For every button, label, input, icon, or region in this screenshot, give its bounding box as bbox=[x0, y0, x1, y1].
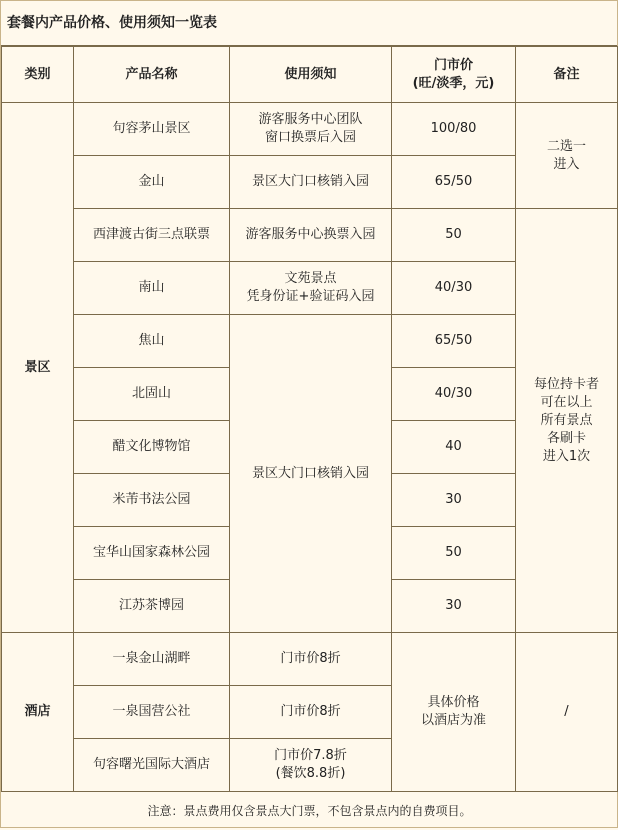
price-value: 100/80 bbox=[392, 103, 516, 156]
product-name: 句容曙光国际大酒店 bbox=[74, 739, 230, 792]
price-value: 50 bbox=[392, 527, 516, 580]
header-price: 门市价 (旺/淡季，元) bbox=[392, 47, 516, 103]
page-title: 套餐内产品价格、使用须知一览表 bbox=[1, 1, 617, 46]
remark-choose-one: 二选一 进入 bbox=[516, 103, 618, 209]
table-header-row bbox=[2, 47, 618, 103]
footnote: 注意：景点费用仅含景点大门票，不包含景点内的自费项目。 bbox=[2, 792, 618, 830]
header-usage: 使用须知 bbox=[230, 47, 392, 103]
usage-note: 游客服务中心团队 窗口换票后入园 bbox=[230, 103, 392, 156]
product-name: 米芾书法公园 bbox=[74, 474, 230, 527]
price-value: 65/50 bbox=[392, 156, 516, 209]
product-name: 北固山 bbox=[74, 368, 230, 421]
product-name: 一泉金山湖畔 bbox=[74, 633, 230, 686]
product-name: 醋文化博物馆 bbox=[74, 421, 230, 474]
product-name: 句容茅山景区 bbox=[74, 103, 230, 156]
price-value: 30 bbox=[392, 580, 516, 633]
price-value: 50 bbox=[392, 209, 516, 262]
header-product: 产品名称 bbox=[74, 47, 230, 103]
product-name: 一泉国营公社 bbox=[74, 686, 230, 739]
product-name: 江苏茶博园 bbox=[74, 580, 230, 633]
usage-note: 文苑景点 凭身份证+验证码入园 bbox=[230, 262, 392, 315]
usage-note: 门市价7.8折 (餐饮8.8折) bbox=[230, 739, 392, 792]
product-name: 焦山 bbox=[74, 315, 230, 368]
table-row bbox=[2, 209, 618, 262]
category-scenic: 景区 bbox=[2, 103, 74, 633]
product-name: 西津渡古街三点联票 bbox=[74, 209, 230, 262]
usage-note: 门市价8折 bbox=[230, 633, 392, 686]
price-value: 40/30 bbox=[392, 262, 516, 315]
category-hotel: 酒店 bbox=[2, 633, 74, 792]
price-table bbox=[1, 46, 618, 830]
usage-note: 游客服务中心换票入园 bbox=[230, 209, 392, 262]
header-category: 类别 bbox=[2, 47, 74, 103]
price-value: 65/50 bbox=[392, 315, 516, 368]
price-value: 30 bbox=[392, 474, 516, 527]
usage-note-merged: 景区大门口核销入园 bbox=[230, 315, 392, 633]
table-row bbox=[2, 633, 618, 686]
product-name: 宝华山国家森林公园 bbox=[74, 527, 230, 580]
usage-note: 门市价8折 bbox=[230, 686, 392, 739]
hotel-price-note: 具体价格 以酒店为准 bbox=[392, 633, 516, 792]
remark-hotel: / bbox=[516, 633, 618, 792]
note-row bbox=[2, 792, 618, 830]
price-value: 40 bbox=[392, 421, 516, 474]
usage-note: 景区大门口核销入园 bbox=[230, 156, 392, 209]
header-remark: 备注 bbox=[516, 47, 618, 103]
price-value: 40/30 bbox=[392, 368, 516, 421]
remark-each-once: 每位持卡者 可在以上 所有景点 各刷卡 进入1次 bbox=[516, 209, 618, 633]
product-name: 南山 bbox=[74, 262, 230, 315]
table-row bbox=[2, 103, 618, 156]
product-name: 金山 bbox=[74, 156, 230, 209]
